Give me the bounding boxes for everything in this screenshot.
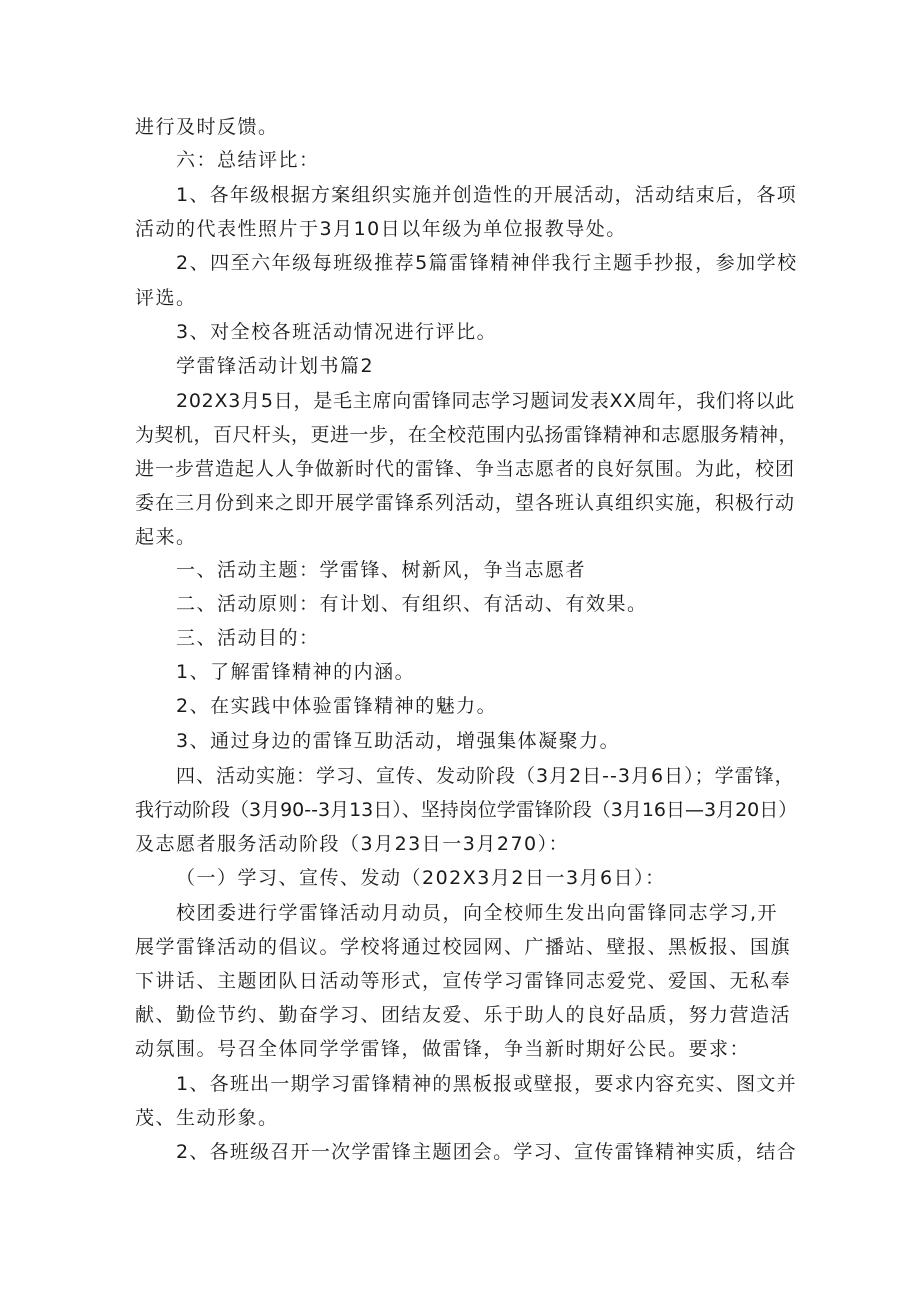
- text-line: 1、各年级根据方案组织实施并创造性的开展活动，活动结束后，各项: [176, 184, 797, 206]
- text-line: 1、各班出一期学习雷锋精神的黑板报或壁报，要求内容充实、图文并: [176, 1073, 797, 1095]
- text-line: 3、通过身边的雷锋互助活动，增强集体凝聚力。: [176, 730, 621, 752]
- text-line: 1、了解雷锋精神的内涵。: [176, 661, 416, 683]
- text-line: 我行动阶段（3月90--3月13日）、坚持岗位学雷锋阶段（3月16日—3月20日）: [135, 799, 798, 821]
- text-line: 3、对全校各班活动情况进行评比。: [176, 321, 498, 343]
- text-line: 评选。: [135, 287, 197, 309]
- section-heading: 六：总结评比：: [176, 149, 320, 171]
- text-line: 及志愿者服务活动阶段（3月23日一3月270）：: [135, 833, 570, 855]
- text-line: 茂、生动形象。: [135, 1107, 279, 1129]
- text-line: 进一步营造起人人争做新时代的雷锋、争当志愿者的良好氛围。为此，校团: [135, 458, 796, 480]
- text-line: 献、勤俭节约、勤奋学习、团结友爱、乐于助人的良好品质，努力营造活: [135, 1004, 792, 1026]
- section-heading: 四、活动实施：学习、宣传、发动阶段（3月2日--3月6日）；学雷锋，: [176, 765, 795, 787]
- text-line: 进行及时反馈。: [135, 116, 279, 138]
- text-line: 2、在实践中体验雷锋精神的魅力。: [176, 695, 498, 717]
- text-line: 2、各班级召开一次学雷锋主题团会。学习、宣传雷锋精神实质，结合: [176, 1141, 797, 1163]
- text-line: 202X3月5日，是毛主席向雷锋同志学习题词发表XX周年，我们将以此: [176, 390, 795, 412]
- text-line: 委在三月份到来之即开展学雷锋系列活动，望各班认真组织实施，积极行动: [135, 492, 796, 514]
- text-line: 校团委进行学雷锋活动月动员，向全校师生发出向雷锋同志学习,开: [176, 902, 779, 924]
- section-heading: 三、活动目的：: [176, 627, 320, 649]
- section-heading: 一、活动主题：学雷锋、树新风，争当志愿者: [176, 559, 587, 581]
- text-line: 下讲话、主题团队日活动等形式，宣传学习雷锋同志爱党、爱国、无私奉: [135, 970, 792, 992]
- section-title: 学雷锋活动计划书篇2: [176, 355, 375, 377]
- text-line: 活动的代表性照片于3月10日以年级为单位报教导处。: [135, 218, 627, 240]
- subsection-heading: （一）学习、宣传、发动（202X3月2日一3月6日）：: [176, 867, 666, 889]
- text-line: 为契机，百尺杆头，更进一步，在全校范围内弘扬雷锋精神和志愿服务精神，: [135, 424, 799, 446]
- text-line: 2、四至六年级每班级推荐5篇雷锋精神伴我行主题手抄报，参加学校: [176, 252, 798, 274]
- text-line: 动氛围。号召全体同学学雷锋，做雷锋，争当新时期好公民。要求：: [135, 1038, 751, 1060]
- section-heading: 二、活动原则：有计划、有组织、有活动、有效果。: [176, 593, 648, 615]
- text-line: 起来。: [135, 526, 197, 548]
- text-line: 展学雷锋活动的倡议。学校将通过校园网、广播站、壁报、黑板报、国旗: [135, 936, 792, 958]
